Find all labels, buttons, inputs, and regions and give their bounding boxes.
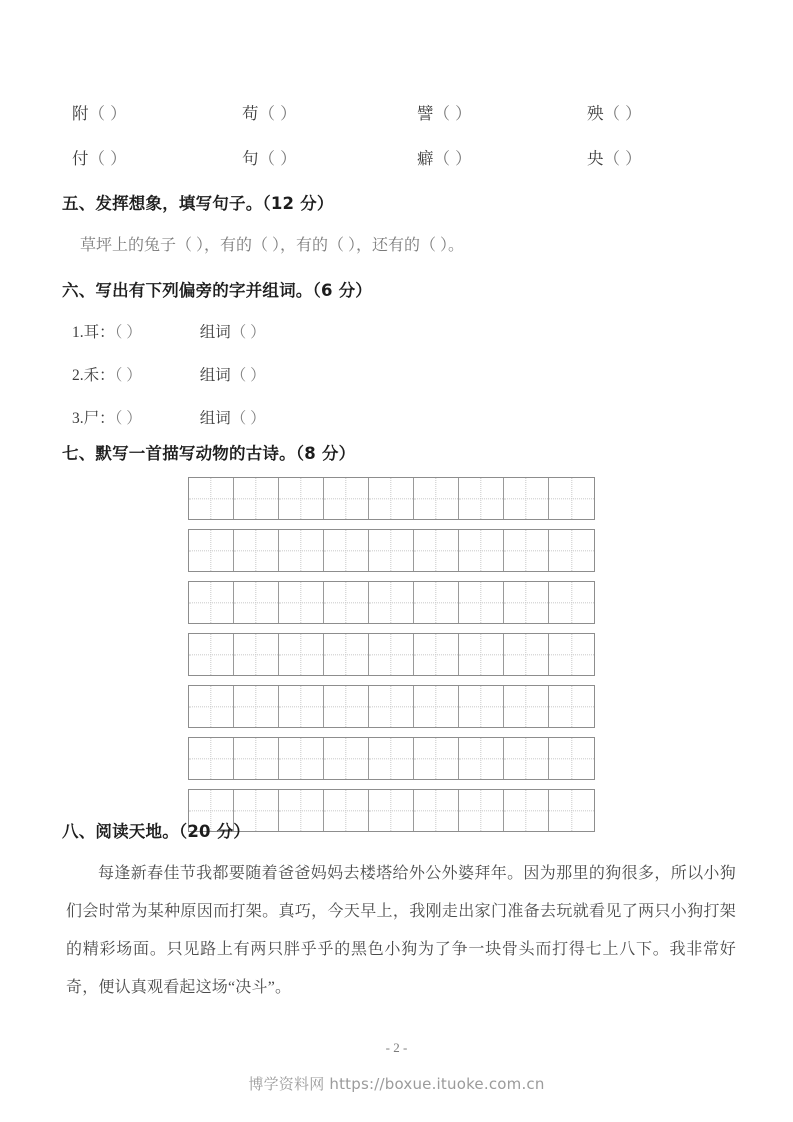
- section-five-heading: 五、发挥想象，填写句子。（12 分）: [62, 194, 334, 213]
- character-grid-cell[interactable]: [324, 582, 369, 623]
- homophone-cell: [242, 145, 417, 169]
- character-practice-grid[interactable]: [188, 477, 595, 841]
- radical-item-1: [72, 320, 266, 342]
- character-grid-row: [188, 581, 595, 624]
- homophone-blank[interactable]: （ ）: [603, 104, 643, 123]
- homophone-blank[interactable]: （ ）: [88, 104, 128, 123]
- section-seven-heading: 七、默写一首描写动物的古诗。（8 分）: [62, 444, 356, 463]
- word-blank[interactable]: （ ）: [230, 410, 266, 427]
- site-watermark: 博学资料网 https://boxue.ituoke.com.cn: [248, 1075, 545, 1093]
- homophone-char: 央: [587, 149, 604, 168]
- character-grid-cell[interactable]: [414, 738, 459, 779]
- homophone-cell: [587, 100, 642, 124]
- homophone-cell: [242, 100, 417, 124]
- character-grid-cell[interactable]: [189, 530, 234, 571]
- word-blank[interactable]: （ ）: [230, 367, 266, 384]
- word-label: 组词: [199, 324, 231, 341]
- homophone-cell: [417, 145, 587, 169]
- character-grid-cell[interactable]: [549, 634, 594, 675]
- character-grid-cell[interactable]: [459, 738, 504, 779]
- character-grid-cell[interactable]: [189, 634, 234, 675]
- character-grid-row: [188, 633, 595, 676]
- homophone-blank[interactable]: （ ）: [603, 149, 643, 168]
- character-grid-cell[interactable]: [234, 478, 279, 519]
- character-grid-cell[interactable]: [459, 634, 504, 675]
- character-grid-cell[interactable]: [234, 686, 279, 727]
- character-grid-cell[interactable]: [459, 582, 504, 623]
- homophone-char: 句: [242, 149, 259, 168]
- character-grid-cell[interactable]: [459, 790, 504, 831]
- character-grid-cell[interactable]: [234, 530, 279, 571]
- character-grid-cell[interactable]: [549, 686, 594, 727]
- word-label: 组词: [199, 410, 231, 427]
- character-grid-cell[interactable]: [549, 790, 594, 831]
- character-grid-cell[interactable]: [414, 582, 459, 623]
- character-grid-cell[interactable]: [324, 686, 369, 727]
- radical-char-blank[interactable]: （ ）: [114, 324, 142, 341]
- radical-index: 1.: [72, 324, 84, 341]
- character-grid-cell[interactable]: [279, 478, 324, 519]
- character-grid-cell[interactable]: [324, 478, 369, 519]
- character-grid-cell[interactable]: [504, 478, 549, 519]
- word-blank[interactable]: （ ）: [230, 324, 266, 341]
- page-number: - 2 -: [385, 1040, 408, 1055]
- radical-item-3: [72, 406, 266, 428]
- character-grid-cell[interactable]: [369, 790, 414, 831]
- character-grid-cell[interactable]: [324, 530, 369, 571]
- character-grid-cell[interactable]: [549, 582, 594, 623]
- radical-char: 耳：: [83, 324, 115, 341]
- character-grid-row: [188, 737, 595, 780]
- character-grid-cell[interactable]: [279, 634, 324, 675]
- radical-char-blank[interactable]: （ ）: [114, 410, 142, 427]
- character-grid-cell[interactable]: [504, 738, 549, 779]
- homophone-row-1: [72, 100, 642, 124]
- homophone-blank[interactable]: （ ）: [433, 149, 473, 168]
- homophone-char: 付: [72, 149, 89, 168]
- character-grid-cell[interactable]: [549, 738, 594, 779]
- character-grid-cell[interactable]: [279, 790, 324, 831]
- character-grid-cell[interactable]: [369, 530, 414, 571]
- homophone-char: 殃: [587, 104, 604, 123]
- character-grid-cell[interactable]: [279, 582, 324, 623]
- character-grid-cell[interactable]: [414, 530, 459, 571]
- character-grid-cell[interactable]: [549, 478, 594, 519]
- homophone-char: 癖: [417, 149, 434, 168]
- character-grid-cell[interactable]: [189, 478, 234, 519]
- sentence-text: 草坪上的兔子（ ），有的（ ），有的（ ），还有的（ ）。: [80, 237, 465, 254]
- character-grid-cell[interactable]: [324, 790, 369, 831]
- character-grid-cell[interactable]: [234, 738, 279, 779]
- character-grid-row: [188, 529, 595, 572]
- radical-item-2: [72, 363, 266, 385]
- homophone-blank[interactable]: （ ）: [433, 104, 473, 123]
- character-grid-cell[interactable]: [504, 530, 549, 571]
- section-six-heading: 六、写出有下列偏旁的字并组词。（6 分）: [62, 281, 372, 300]
- character-grid-cell[interactable]: [189, 738, 234, 779]
- character-grid-cell[interactable]: [279, 738, 324, 779]
- character-grid-row: [188, 685, 595, 728]
- character-grid-cell[interactable]: [459, 686, 504, 727]
- homophone-cell: [72, 100, 242, 124]
- character-grid-cell[interactable]: [414, 790, 459, 831]
- character-grid-cell[interactable]: [234, 634, 279, 675]
- radical-index: 3.: [72, 410, 84, 427]
- character-grid-cell[interactable]: [414, 634, 459, 675]
- character-grid-cell[interactable]: [459, 530, 504, 571]
- homophone-cell: [587, 145, 642, 169]
- character-grid-cell[interactable]: [414, 686, 459, 727]
- homophone-char: 苟: [242, 104, 259, 123]
- character-grid-cell[interactable]: [279, 530, 324, 571]
- radical-char: 尸：: [83, 410, 115, 427]
- character-grid-cell[interactable]: [369, 686, 414, 727]
- character-grid-cell[interactable]: [504, 582, 549, 623]
- character-grid-cell[interactable]: [324, 738, 369, 779]
- homophone-blank[interactable]: （ ）: [88, 149, 128, 168]
- section-eight-heading: 八、阅读天地。（20 分）: [62, 822, 251, 841]
- character-grid-cell[interactable]: [414, 478, 459, 519]
- character-grid-cell[interactable]: [504, 790, 549, 831]
- homophone-char: 附: [72, 104, 89, 123]
- homophone-blank[interactable]: （ ）: [258, 104, 298, 123]
- radical-char: 禾：: [83, 367, 115, 384]
- homophone-char: 譬: [417, 104, 434, 123]
- reading-passage: 每逢新春佳节我都要随着爸爸妈妈去楼塔给外公外婆拜年。因为那里的狗很多，所以小狗们会时常为某种原因而打架。真巧，今天早上，我刚走出家门准备去玩就看见了两只小狗打架的精彩场面。只见路上有两只胖乎乎的黑色小狗为了争一块骨头而打得七上八下。我非常好奇，便认真观看起这场“决斗”。: [66, 865, 736, 996]
- homophone-blank[interactable]: （ ）: [258, 149, 298, 168]
- character-grid-cell[interactable]: [189, 686, 234, 727]
- character-grid-cell[interactable]: [459, 478, 504, 519]
- section-five-sentence[interactable]: [80, 232, 464, 255]
- word-label: 组词: [199, 367, 231, 384]
- character-grid-cell[interactable]: [279, 686, 324, 727]
- character-grid-cell[interactable]: [324, 634, 369, 675]
- homophone-row-2: [72, 145, 642, 169]
- character-grid-cell[interactable]: [369, 478, 414, 519]
- character-grid-cell[interactable]: [549, 530, 594, 571]
- character-grid-cell[interactable]: [189, 582, 234, 623]
- character-grid-cell[interactable]: [234, 582, 279, 623]
- character-grid-cell[interactable]: [369, 582, 414, 623]
- homophone-cell: [72, 145, 242, 169]
- radical-index: 2.: [72, 367, 84, 384]
- homophone-cell: [417, 100, 587, 124]
- character-grid-cell[interactable]: [369, 738, 414, 779]
- character-grid-cell[interactable]: [369, 634, 414, 675]
- character-grid-cell[interactable]: [504, 634, 549, 675]
- radical-char-blank[interactable]: （ ）: [114, 367, 142, 384]
- character-grid-row: [188, 477, 595, 520]
- character-grid-cell[interactable]: [504, 686, 549, 727]
